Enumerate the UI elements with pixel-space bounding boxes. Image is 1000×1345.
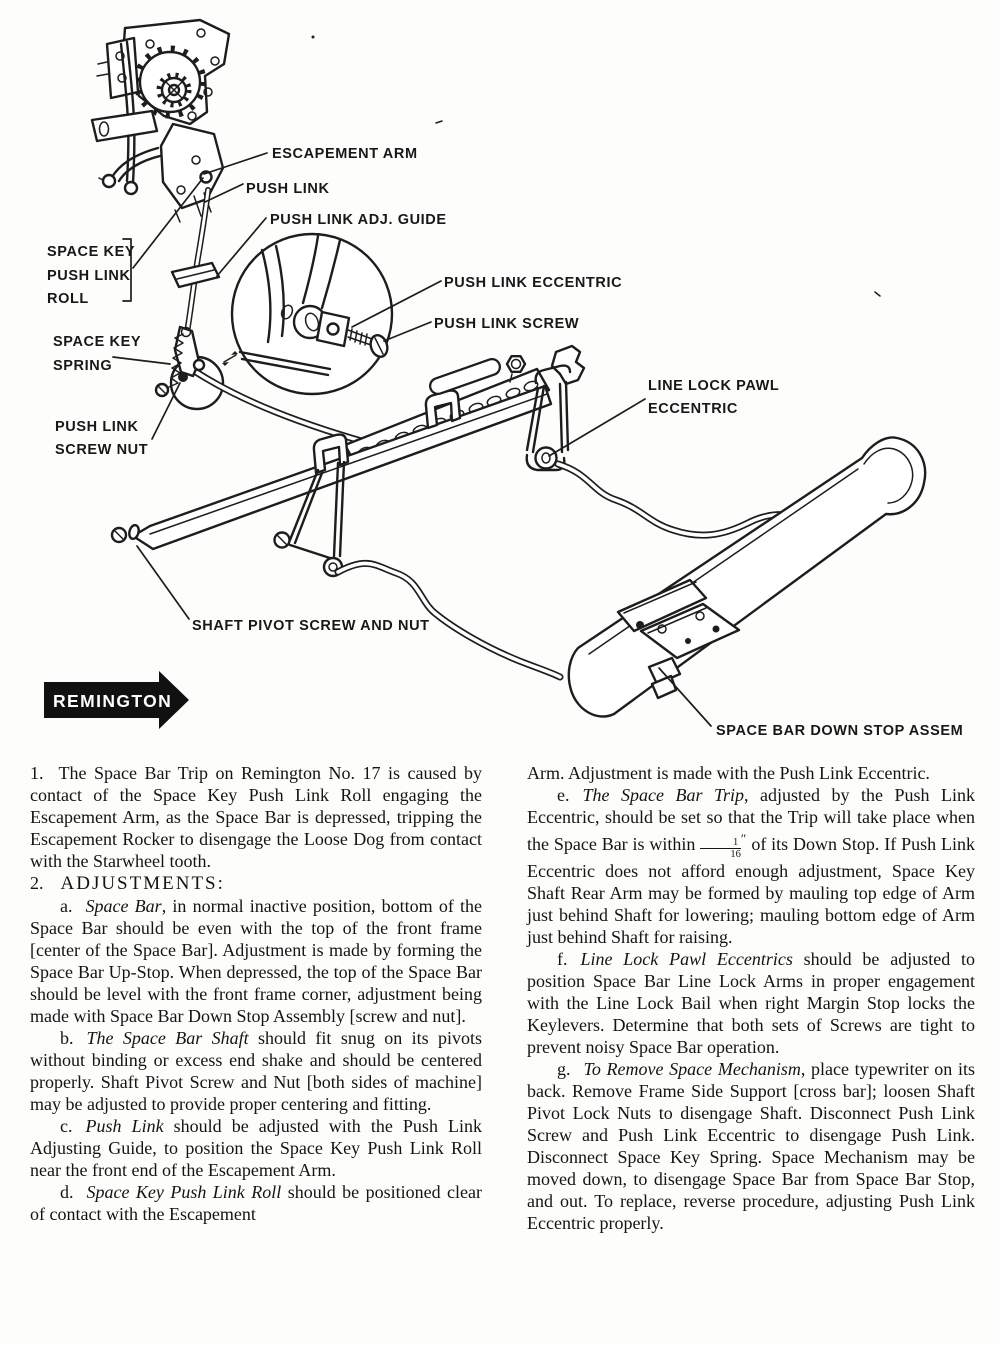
- item-text: should be adjusted with the Push Link Adjusting Guide, to position the Space Key Push Link Roll near the front end of the Escapement Arm.: [30, 1116, 482, 1180]
- paragraph-number: 1.: [30, 763, 44, 783]
- label-space-key-push-link-roll-2: PUSH LINK: [47, 268, 131, 284]
- label-space-bar-down-stop: SPACE BAR DOWN STOP ASSEM: [716, 723, 964, 739]
- item-letter: d.: [60, 1182, 74, 1202]
- item-letter: c.: [60, 1116, 73, 1136]
- item-text: should fit snug on its pivots without binding or excess end shake and should be centered properly. Shaft Pivot Screw and Nut [both sides of machine] may be adjusted to provide proper centering and fitting.: [30, 1028, 482, 1114]
- paragraph-item-f: [527, 948, 975, 1058]
- label-push-link-eccentric: PUSH LINK ECCENTRIC: [444, 275, 623, 291]
- heading-number: 2.: [30, 873, 44, 893]
- item-letter: e.: [557, 785, 570, 805]
- push-link-rod-illustration: [187, 190, 208, 332]
- item-text: , adjusted by the Push Link Eccentric, should be set so that the Trip will take place when the Space Bar is within: [527, 785, 975, 854]
- label-space-key-spring-2: SPRING: [53, 358, 113, 374]
- item-letter: b.: [60, 1028, 74, 1048]
- space-bar-illustration: [569, 438, 925, 717]
- space-bar-shaft-illustration: [112, 386, 551, 549]
- diagram-labels: [47, 146, 963, 739]
- item-lead: To Remove Space Mechanism: [583, 1059, 801, 1080]
- item-lead: The Space Bar Shaft: [86, 1028, 249, 1048]
- right-column: [527, 762, 975, 1234]
- paragraph-item-d: [30, 1181, 482, 1225]
- label-push-link-screw-nut-2: SCREW NUT: [55, 442, 149, 458]
- label-line-lock-pawl-1: LINE LOCK PAWL: [648, 378, 780, 394]
- heading-text: ADJUSTMENTS:: [60, 873, 225, 894]
- fraction-denominator: 16: [730, 849, 741, 860]
- fraction-one-sixteenth: [700, 837, 741, 861]
- paragraph-item-d-continued: [527, 762, 975, 784]
- item-text: , in normal inactive position, bottom of the Space Bar should be even with the top of the front frame [center of the Space Bar]. Adjustment is made by forming the Space Bar Up-Stop. When depressed, the top of the Space Bar should be level with the front frame corner, adjustment being made with Space Bar Down Stop Assembly [screw and nut].: [30, 896, 483, 1026]
- item-text: , place typewriter on its back. Remove Frame Side Support [cross bar]; loosen Shaft Pivot Lock Nuts to disengage Shaft. Disconnect Push Link Screw and Push Link Eccentric to disengage Push Link. Disconnect Space Key Spring. Space Mechanism may be moved down, to disengage Space Bar from Space Bar Stop, and out. To replace, reverse procedure, adjusting Push Link Eccentric properly.: [527, 1059, 975, 1234]
- paragraph-item-c: [30, 1115, 482, 1181]
- paragraph-item-a: [30, 895, 482, 1027]
- fraction-numerator: 1: [700, 837, 741, 849]
- inch-mark: ″: [740, 831, 747, 846]
- label-space-key-push-link-roll-3: ROLL: [47, 291, 89, 307]
- remington-brand-label: REMINGTON: [53, 691, 173, 711]
- remington-arrow: [44, 671, 189, 729]
- detail-inset-circle: [232, 234, 392, 394]
- label-escapement-arm: ESCAPEMENT ARM: [272, 146, 418, 162]
- article-text: [30, 762, 975, 1234]
- item-lead: The Space Bar Trip: [582, 785, 744, 805]
- paragraph-item-e: [527, 784, 975, 948]
- label-space-key-push-link-roll-1: SPACE KEY: [47, 244, 136, 260]
- adjustments-heading: [30, 872, 482, 895]
- label-push-link-adj-guide: PUSH LINK ADJ. GUIDE: [270, 212, 447, 228]
- left-column: [30, 762, 482, 1234]
- item-text: should be positioned clear of contact with the Escapement: [30, 1182, 482, 1224]
- item-letter: a.: [60, 896, 73, 916]
- label-push-link-screw: PUSH LINK SCREW: [434, 316, 580, 332]
- item-lead: Space Key Push Link Roll: [86, 1182, 282, 1202]
- item-lead: Line Lock Pawl Eccentrics: [580, 949, 793, 970]
- paragraph-item-g: [527, 1058, 975, 1234]
- item-text: should be adjusted to position Space Bar Line Lock Arms in proper engagement with the Line Lock Bail when right Margin Stop locks the Keylevers. Determine that both sets of Screws are tight to prevent noisy Space Bar operation.: [527, 949, 975, 1058]
- label-push-link-screw-nut-1: PUSH LINK: [55, 419, 139, 435]
- item-letter: f.: [557, 949, 568, 970]
- paragraph-text: The Space Bar Trip on Remington No. 17 is caused by contact of the Space Key Push Link Roll engaging the Escapement Arm, as the Space Bar is depressed, tripping the Escapement Rocker to disengage the Loose Dog from contact with the Starwheel tooth.: [30, 763, 482, 871]
- item-lead: Space Bar: [85, 896, 162, 916]
- paragraph-item-b: [30, 1027, 482, 1115]
- item-text: of its Down Stop. If Push Link Eccentric does not afford enough adjustment, Space Key Shaft Rear Arm may be formed by mauling top edge of Arm just behind Shaft for lowering; mauling bottom edge of Arm just behind Shaft for raising.: [527, 834, 975, 948]
- push-link-adjusting-guide-illustration: [172, 263, 219, 287]
- paragraph-intro: [30, 762, 482, 872]
- label-push-link: PUSH LINK: [246, 181, 330, 197]
- item-lead: Push Link: [85, 1116, 164, 1136]
- label-space-key-spring-1: SPACE KEY: [53, 334, 142, 350]
- label-shaft-pivot-screw: SHAFT PIVOT SCREW AND NUT: [192, 618, 430, 634]
- label-line-lock-pawl-2: ECCENTRIC: [648, 401, 738, 417]
- item-text: Arm. Adjustment is made with the Push Link Eccentric.: [527, 763, 930, 783]
- item-letter: g.: [557, 1059, 571, 1080]
